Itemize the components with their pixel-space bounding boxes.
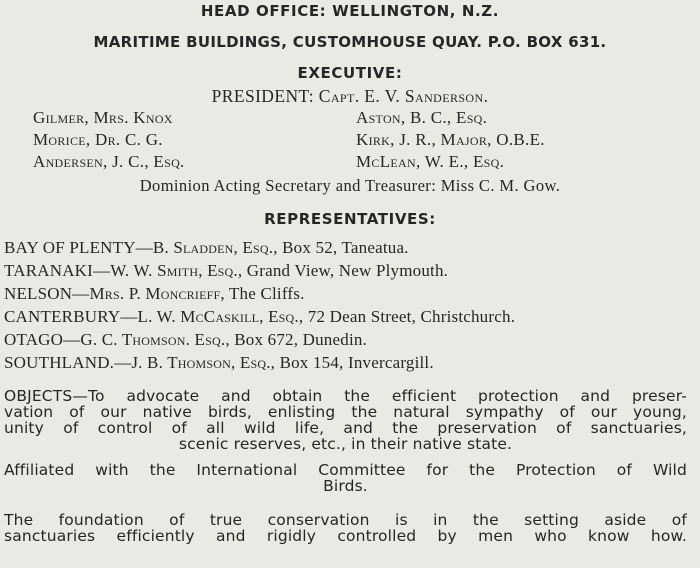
affiliation-line: Birds. (323, 477, 368, 495)
rep-region: NELSON— (4, 284, 90, 303)
rep-region: TARANAKI— (4, 261, 111, 280)
rep-name: B. Sladden, Esq. (152, 238, 274, 257)
representative-entry (4, 353, 434, 373)
executive-member: Kirk, J. R., Major, O.B.E. (356, 130, 545, 149)
representative-entry (4, 284, 305, 304)
president-label: PRESIDENT: (211, 86, 314, 106)
representative-entry (4, 307, 515, 327)
foundation-paragraph (4, 512, 687, 544)
objects-line: scenic reserves, etc., in their native state. (178, 435, 513, 453)
rep-region: CANTERBURY— (4, 307, 138, 326)
foundation-line: sanctuaries efficiently and rigidly controlled by men who know how. (4, 527, 687, 545)
rep-name: J. B. Thomson, Esq. (131, 353, 271, 372)
executive-member: Gilmer, Mrs. Knox (33, 108, 173, 127)
rep-detail: , Box 52, Taneatua. (273, 238, 409, 257)
rep-detail: , Box 154, Invercargill. (270, 353, 434, 372)
objects-paragraph (4, 388, 687, 452)
representative-entry (4, 238, 409, 258)
head-office-line: HEAD OFFICE: WELLINGTON, N.Z. (200, 2, 500, 20)
rep-detail: , Grand View, New Plymouth. (237, 261, 449, 280)
rep-detail: , 72 Dean Street, Christchurch. (298, 307, 516, 326)
objects-line: vation of our native birds, enlisting the natural sympathy of our young, (4, 403, 687, 421)
president-name: Capt. E. V. Sanderson. (318, 86, 489, 106)
rep-region: OTAGO— (4, 330, 81, 349)
rep-name: Mrs. P. Moncrieff (89, 284, 221, 303)
rep-detail: , The Cliffs. (220, 284, 305, 303)
rep-name: W. W. Smith, Esq. (110, 261, 238, 280)
rep-region: BAY OF PLENTY— (4, 238, 153, 257)
foundation-line: The foundation of true conservation is in the setting aside of (4, 511, 687, 529)
executive-heading: EXECUTIVE: (297, 64, 403, 82)
rep-region: SOUTHLAND.— (4, 353, 132, 372)
affiliation-line: Affiliated with the International Committee for the Protection of Wild (4, 461, 687, 479)
rep-detail: , Box 672, Dunedin. (225, 330, 368, 349)
affiliation-paragraph (4, 462, 687, 494)
objects-line: unity of control of all wild life, and the preservation of sanctuaries, (4, 419, 687, 437)
address-line: MARITIME BUILDINGS, CUSTOMHOUSE QUAY. P.O. BOX 631. (93, 33, 607, 51)
representative-entry (4, 261, 448, 281)
president-line (0, 86, 700, 107)
rep-name: L. W. McCaskill, Esq. (137, 307, 299, 326)
secretary-line: Dominion Acting Secretary and Treasurer: Miss C. M. Gow. (139, 176, 561, 195)
representatives-heading: REPRESENTATIVES: (264, 210, 436, 228)
objects-line: OBJECTS—To advocate and obtain the efficient protection and preser- (4, 387, 687, 405)
executive-member: McLean, W. E., Esq. (356, 152, 505, 171)
representative-entry (4, 330, 367, 350)
rep-name: G. C. Thomson. Esq. (80, 330, 226, 349)
executive-member: Morice, Dr. C. G. (33, 130, 163, 149)
executive-member: Andersen, J. C., Esq. (33, 152, 185, 171)
executive-member: Aston, B. C., Esq. (356, 108, 488, 127)
